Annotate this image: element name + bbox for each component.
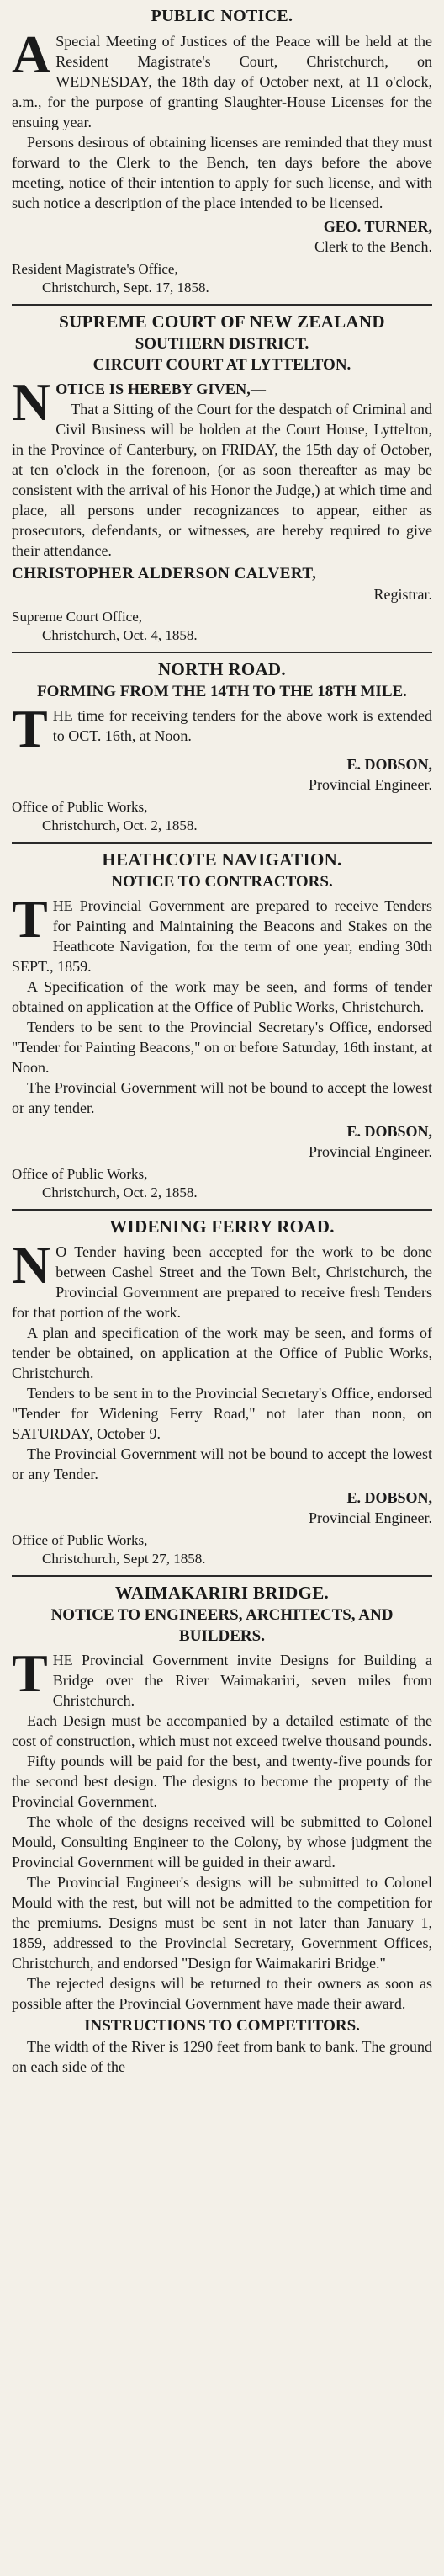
signer-name: E. DOBSON, — [346, 1123, 432, 1140]
lead-text: OTICE IS HEREBY GIVEN,— — [56, 381, 267, 397]
signer-role: Registrar. — [373, 586, 432, 603]
drop-cap: T — [12, 889, 48, 949]
address: Office of Public Works, Christchurch, Sept 27, 1858. — [12, 1532, 206, 1567]
notice-body — [12, 1643, 432, 2014]
signer-role: Provincial Engineer. — [309, 1509, 432, 1526]
notice-subheading: FORMING FROM THE 14TH TO THE 18TH MILE. — [37, 683, 407, 700]
paragraph: Special Meeting of Justices of the Peace will be held at the Resident Magistrate's Court, Christchurch, on WEDNESDAY, the 18th day of October next, at 11 o'clock, a.m., for the purpose of granting Slaughter-House Licenses for the ensuing year. — [12, 33, 432, 130]
paragraph: Fifty pounds will be paid for the best, and twenty-five pounds for the second best design. The designs to become the property of the Provincial Government. — [12, 1753, 432, 1810]
signer-name: E. DOBSON, — [346, 1489, 432, 1506]
notice-body — [12, 889, 432, 1118]
address: Office of Public Works, Christchurch, Oct. 2, 1858. — [12, 1166, 198, 1200]
notice-heading: HEATHCOTE NAVIGATION. — [102, 849, 342, 870]
paragraph: Tenders to be sent in to the Provincial Secretary's Office, endorsed "Tender for Widening Ferry Road," not later than noon, on SATURDAY, October 9. — [12, 1385, 432, 1442]
notice-widening-ferry-road — [12, 1216, 432, 1568]
paragraph: HE time for receiving tenders for the above work is extended to OCT. 16th, at Noon. — [52, 707, 432, 744]
drop-cap: N — [12, 372, 51, 432]
address: Resident Magistrate's Office, Christchurch, Sept. 17, 1858. — [12, 261, 209, 295]
notice-supreme-court — [12, 311, 432, 645]
divider — [12, 652, 432, 653]
paragraph: A plan and specification of the work may be seen, and forms of tender be obtained, on application at the Office of Public Works, Christchurch. — [12, 1324, 432, 1381]
paragraph: The Provincial Engineer's designs will be submitted to Colonel Mould with the rest, but will not be admitted to the competition for the premiums. Designs must be sent in not later than January 1, 1859, addressed to the Provincial Secretary, Government Offices, Christchurch, and endorsed "Design for Waimakariri Bridge." — [12, 1874, 432, 1972]
paragraph: O Tender having been accepted for the work to be done between Cashel Street and the Town Belt, Christchurch, the Provincial Government are prepared to receive fresh Tenders for that portion of the work. — [12, 1243, 432, 1321]
drop-cap: T — [12, 699, 48, 758]
paragraph: The Provincial Government will not be bound to accept the lowest or any Tender. — [12, 1445, 432, 1482]
notice-public-notice — [12, 5, 432, 297]
paragraph: Each Design must be accompanied by a detailed estimate of the cost of construction, which must not exceed twelve thousand pounds. — [12, 1712, 432, 1749]
address: Supreme Court Office, Christchurch, Oct. 4, 1858. — [12, 609, 198, 643]
divider — [12, 842, 432, 844]
signer-name: CHRISTOPHER ALDERSON CALVERT, — [12, 565, 317, 583]
paragraph: The Provincial Government will not be bound to accept the lowest or any tender. — [12, 1079, 432, 1116]
notice-body — [12, 372, 432, 561]
paragraph: The width of the River is 1290 feet from bank to bank. The ground on each side of the — [12, 2038, 432, 2075]
paragraph: The rejected designs will be returned to their owners as soon as possible after the Provincial Government have made their award. — [12, 1975, 432, 2012]
paragraph: Persons desirous of obtaining licenses are reminded that they must forward to the Clerk to the Bench, ten days before the above meeting, notice of their intention to apply for such license, and with such notice a description of the place intended to be licensed. — [12, 134, 432, 211]
divider — [12, 1575, 432, 1577]
paragraph: HE Provincial Government are prepared to receive Tenders for Painting and Maintaining the Beacons and Stakes on the Heathcote Navigation, for the term of one year, ending 30th SEPT., 1859. — [12, 897, 432, 975]
notice-heading: PUBLIC NOTICE. — [151, 7, 293, 25]
notice-subheading: CIRCUIT COURT AT LYTTELTON. — [92, 356, 352, 374]
notice-body — [12, 24, 432, 213]
address: Office of Public Works, Christchurch, Oct. 2, 1858. — [12, 799, 198, 833]
signer-role: Clerk to the Bench. — [314, 238, 432, 255]
paragraph: Tenders to be sent to the Provincial Secretary's Office, endorsed "Tender for Painting Beacons," on or before Saturday, 16th instant, at Noon. — [12, 1019, 432, 1076]
notice-heathcote-navigation — [12, 849, 432, 1202]
notice-subheading: NOTICE TO CONTRACTORS. — [111, 873, 333, 891]
notice-body — [12, 1235, 432, 1484]
drop-cap: T — [12, 1643, 48, 1703]
notice-heading: SUPREME COURT OF NEW ZEALAND — [59, 311, 385, 332]
notice-waimakariri-bridge — [12, 1582, 432, 2077]
notice-heading: WAIMAKARIRI BRIDGE. — [114, 1583, 330, 1603]
paragraph: HE Provincial Government invite Designs for Building a Bridge over the River Waimakariri, seven miles from Christchurch. — [52, 1652, 432, 1709]
divider — [12, 1209, 432, 1211]
signer-name: E. DOBSON, — [346, 756, 432, 773]
signer-role: Provincial Engineer. — [309, 776, 432, 793]
notice-heading: WIDENING FERRY ROAD. — [109, 1216, 335, 1237]
notice-subheading: SOUTHERN DISTRICT. — [135, 335, 309, 353]
paragraph: A Specification of the work may be seen, and forms of tender obtained on application at the Office of Public Works, Christchurch. — [12, 978, 432, 1015]
drop-cap: N — [12, 1235, 51, 1295]
notice-north-road — [12, 658, 432, 835]
notice-heading: NORTH ROAD. — [158, 659, 286, 679]
paragraph: That a Sitting of the Court for the despatch of Criminal and Civil Business will be holden at the Court House, Lyttelton, in the Province of Canterbury, on FRIDAY, the 15th day of October, at ten o'clock in the forenoon, (or as soon thereafter as may be consistent with the arrival of his Honor the Judge,) at which time and place, all persons under recognizances to appear, either as prosecutors, defendants, or witnesses, are hereby required to give their attendance. — [12, 401, 432, 559]
drop-cap: A — [12, 24, 51, 84]
paragraph: The whole of the designs received will be submitted to Colonel Mould, Consulting Engineer to the Colony, by whose judgment the Provincial Government will be guided in their award. — [12, 1813, 432, 1871]
divider — [12, 304, 432, 306]
signer-name: GEO. TURNER, — [323, 218, 432, 235]
instructions-heading: INSTRUCTIONS TO COMPETITORS. — [84, 2017, 360, 2035]
notice-subheading: NOTICE TO ENGINEERS, ARCHITECTS, AND BUILDERS. — [50, 1606, 394, 1645]
notice-body — [12, 699, 432, 758]
signer-role: Provincial Engineer. — [309, 1143, 432, 1160]
